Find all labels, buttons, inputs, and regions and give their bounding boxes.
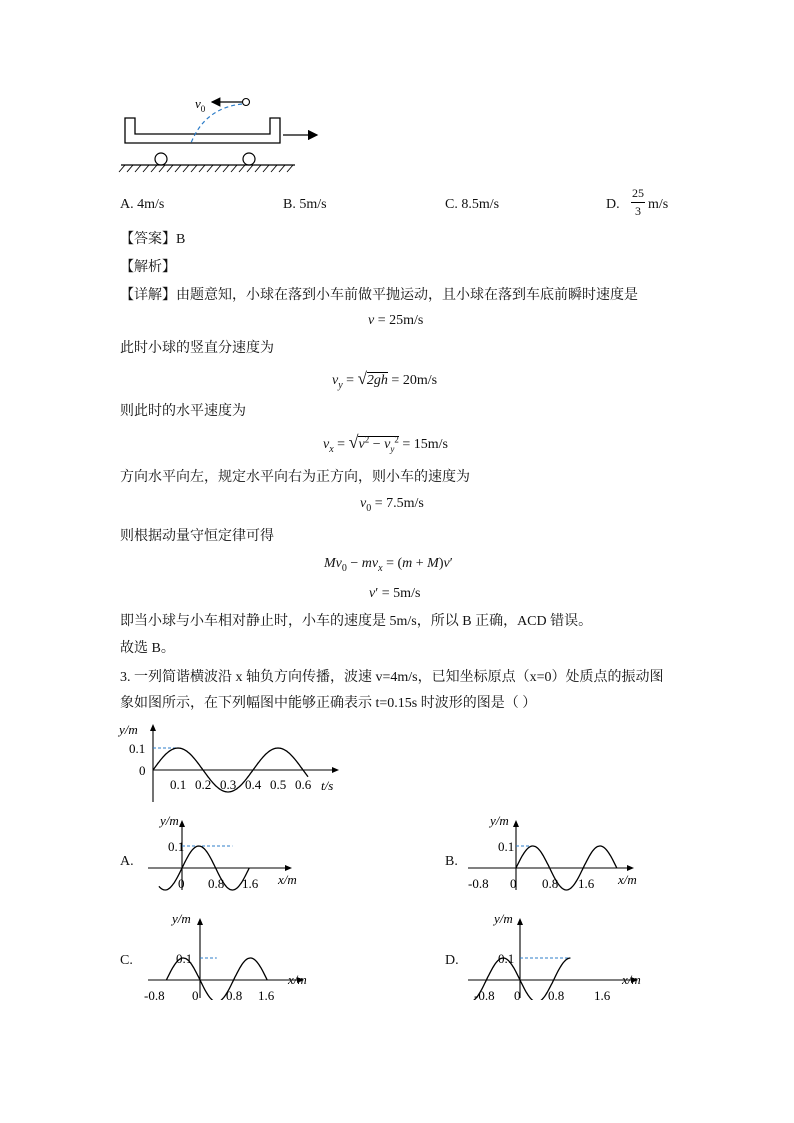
eq-vx: $v_x = √v^2 - v_y^2 = 15m/s$ [323, 432, 448, 455]
x-tick-label: 0.8 [208, 876, 225, 891]
eq-vy: $v_y = √2gh = 20m/s$ [332, 369, 438, 391]
x-axis-label: x/m [278, 872, 297, 887]
detail-line-2: 此时小球的竖直分速度为 [120, 341, 274, 356]
x-axis-label: x/m [618, 872, 637, 887]
x-tick-label: 1.6 [242, 876, 259, 891]
y-tick-label: 0.1 [129, 741, 146, 756]
eq-v: v = 25m/s [368, 313, 424, 328]
x-tick-label: 0.8 [226, 988, 243, 1000]
fraction-numerator: 25 [632, 186, 644, 200]
y-tick-label: 0.1 [498, 951, 515, 966]
detail-line-5: 则根据动量守恒定律可得 [120, 529, 274, 544]
eq-vy-rhs: = 20m/s [391, 373, 438, 388]
x-tick-label: 0.8 [548, 988, 565, 1000]
option-d-prefix: D. [606, 197, 620, 212]
cart-wheel [243, 153, 255, 165]
x-tick-label: 0.2 [195, 777, 212, 792]
y-tick-label: 0.1 [498, 839, 515, 854]
x-tick-label: 0 [514, 988, 521, 1000]
cart-wheel [155, 153, 167, 165]
detail-line-6: 即当小球与小车相对静止时，小车的速度是 5m/s，所以 B 正确，ACD 错误。 [120, 614, 593, 629]
x-tick-label: 0.8 [542, 876, 559, 891]
y-axis-label: y/m [490, 813, 509, 828]
option-d-unit: m/s [648, 197, 669, 212]
q3-line-2: 象如图所示，在下列幅图中能够正确表示 t=0.15s 时波形的图是（ ） [120, 696, 537, 711]
x-tick-label: 1.6 [578, 876, 595, 891]
wave-chart-a [140, 812, 310, 892]
x-tick-label: 0.6 [295, 777, 312, 792]
fraction-denominator: 3 [635, 204, 641, 218]
q3-line-1: 3. 一列简谐横波沿 x 轴负方向传播，波速 v=4m/s，已知坐标原点（x=0）处质点的振动图 [120, 670, 664, 685]
option-c: C. 8.5m/s [445, 197, 500, 212]
axis-arrowhead [285, 865, 292, 871]
y-axis-label: y/m [160, 813, 179, 828]
eq-vprime: v′ = 5m/s [369, 586, 421, 601]
x-tick-label: -0.8 [144, 988, 165, 1000]
y-axis-label: y/m [172, 911, 191, 926]
x-tick-label: 0.4 [245, 777, 262, 792]
detail-line-4: 方向水平向左，规定水平向右为正方向，则小车的速度为 [120, 470, 470, 485]
detail-line-3: 则此时的水平速度为 [120, 404, 246, 419]
axis-arrowhead [627, 865, 634, 871]
vibration-chart [115, 718, 345, 808]
answer: 【答案】B [120, 232, 186, 247]
v0-label: $v_0$ [195, 96, 206, 114]
axis-arrowhead [517, 918, 523, 925]
axis-arrowhead [513, 820, 519, 827]
x-axis-label: x/m [622, 972, 641, 987]
axis-arrowhead [179, 820, 185, 827]
x-tick-label: 0 [510, 876, 517, 891]
eq-v0-rhs: = 7.5m/s [374, 496, 424, 511]
x-tick-label: 1.6 [258, 988, 275, 1000]
axis-arrowhead [197, 918, 203, 925]
x-tick-label: 1.6 [594, 988, 611, 1000]
option-b: B. 5m/s [283, 197, 327, 212]
axis-arrowhead [332, 767, 339, 773]
ball [243, 99, 250, 106]
eq-momentum: $Mv_0 - mv_x = (m + M)v'$ [324, 556, 453, 574]
y-axis-label: y/m [494, 911, 513, 926]
option-a-label: A. [120, 854, 134, 869]
analysis-heading: 【解析】 [120, 260, 176, 275]
eq-v0: $v_0 = 7.5m/s$ [360, 496, 424, 514]
x-tick-label: 0 [192, 988, 199, 1000]
y-tick-label: 0.1 [176, 951, 193, 966]
wave-chart-d [460, 910, 650, 1000]
x-tick-label: -0.8 [474, 988, 495, 1000]
option-b-label: B. [445, 854, 458, 869]
option-d-fraction [631, 186, 645, 219]
detail-line-1: 【详解】由题意知，小球在落到小车前做平抛运动，且小球在落到车底前瞬时速度是 [120, 288, 638, 303]
y-tick-label: 0 [139, 763, 146, 778]
y-axis-label: y/m [119, 722, 138, 737]
axis-arrowhead [150, 724, 156, 731]
wave-chart-c [140, 910, 330, 1000]
ground-hatch [119, 165, 293, 172]
wave-chart-b [460, 812, 650, 892]
x-tick-label: 0.1 [170, 777, 187, 792]
x-tick-label: -0.8 [468, 876, 489, 891]
detail-line-7: 故选 B。 [120, 641, 175, 656]
x-tick-label: 0.5 [270, 777, 287, 792]
cart-body [125, 118, 280, 143]
x-tick-label: 0 [178, 876, 185, 891]
cart-figure [115, 88, 335, 173]
option-a: A. 4m/s [120, 197, 165, 212]
eq-vx-rhs: = 15m/s [402, 437, 448, 452]
x-tick-label: 0.3 [220, 777, 237, 792]
y-tick-label: 0.1 [168, 839, 185, 854]
x-axis-label: x/m [288, 972, 307, 987]
option-d-label: D. [445, 953, 459, 968]
option-c-label: C. [120, 953, 133, 968]
t-axis-label: t/s [321, 778, 334, 793]
